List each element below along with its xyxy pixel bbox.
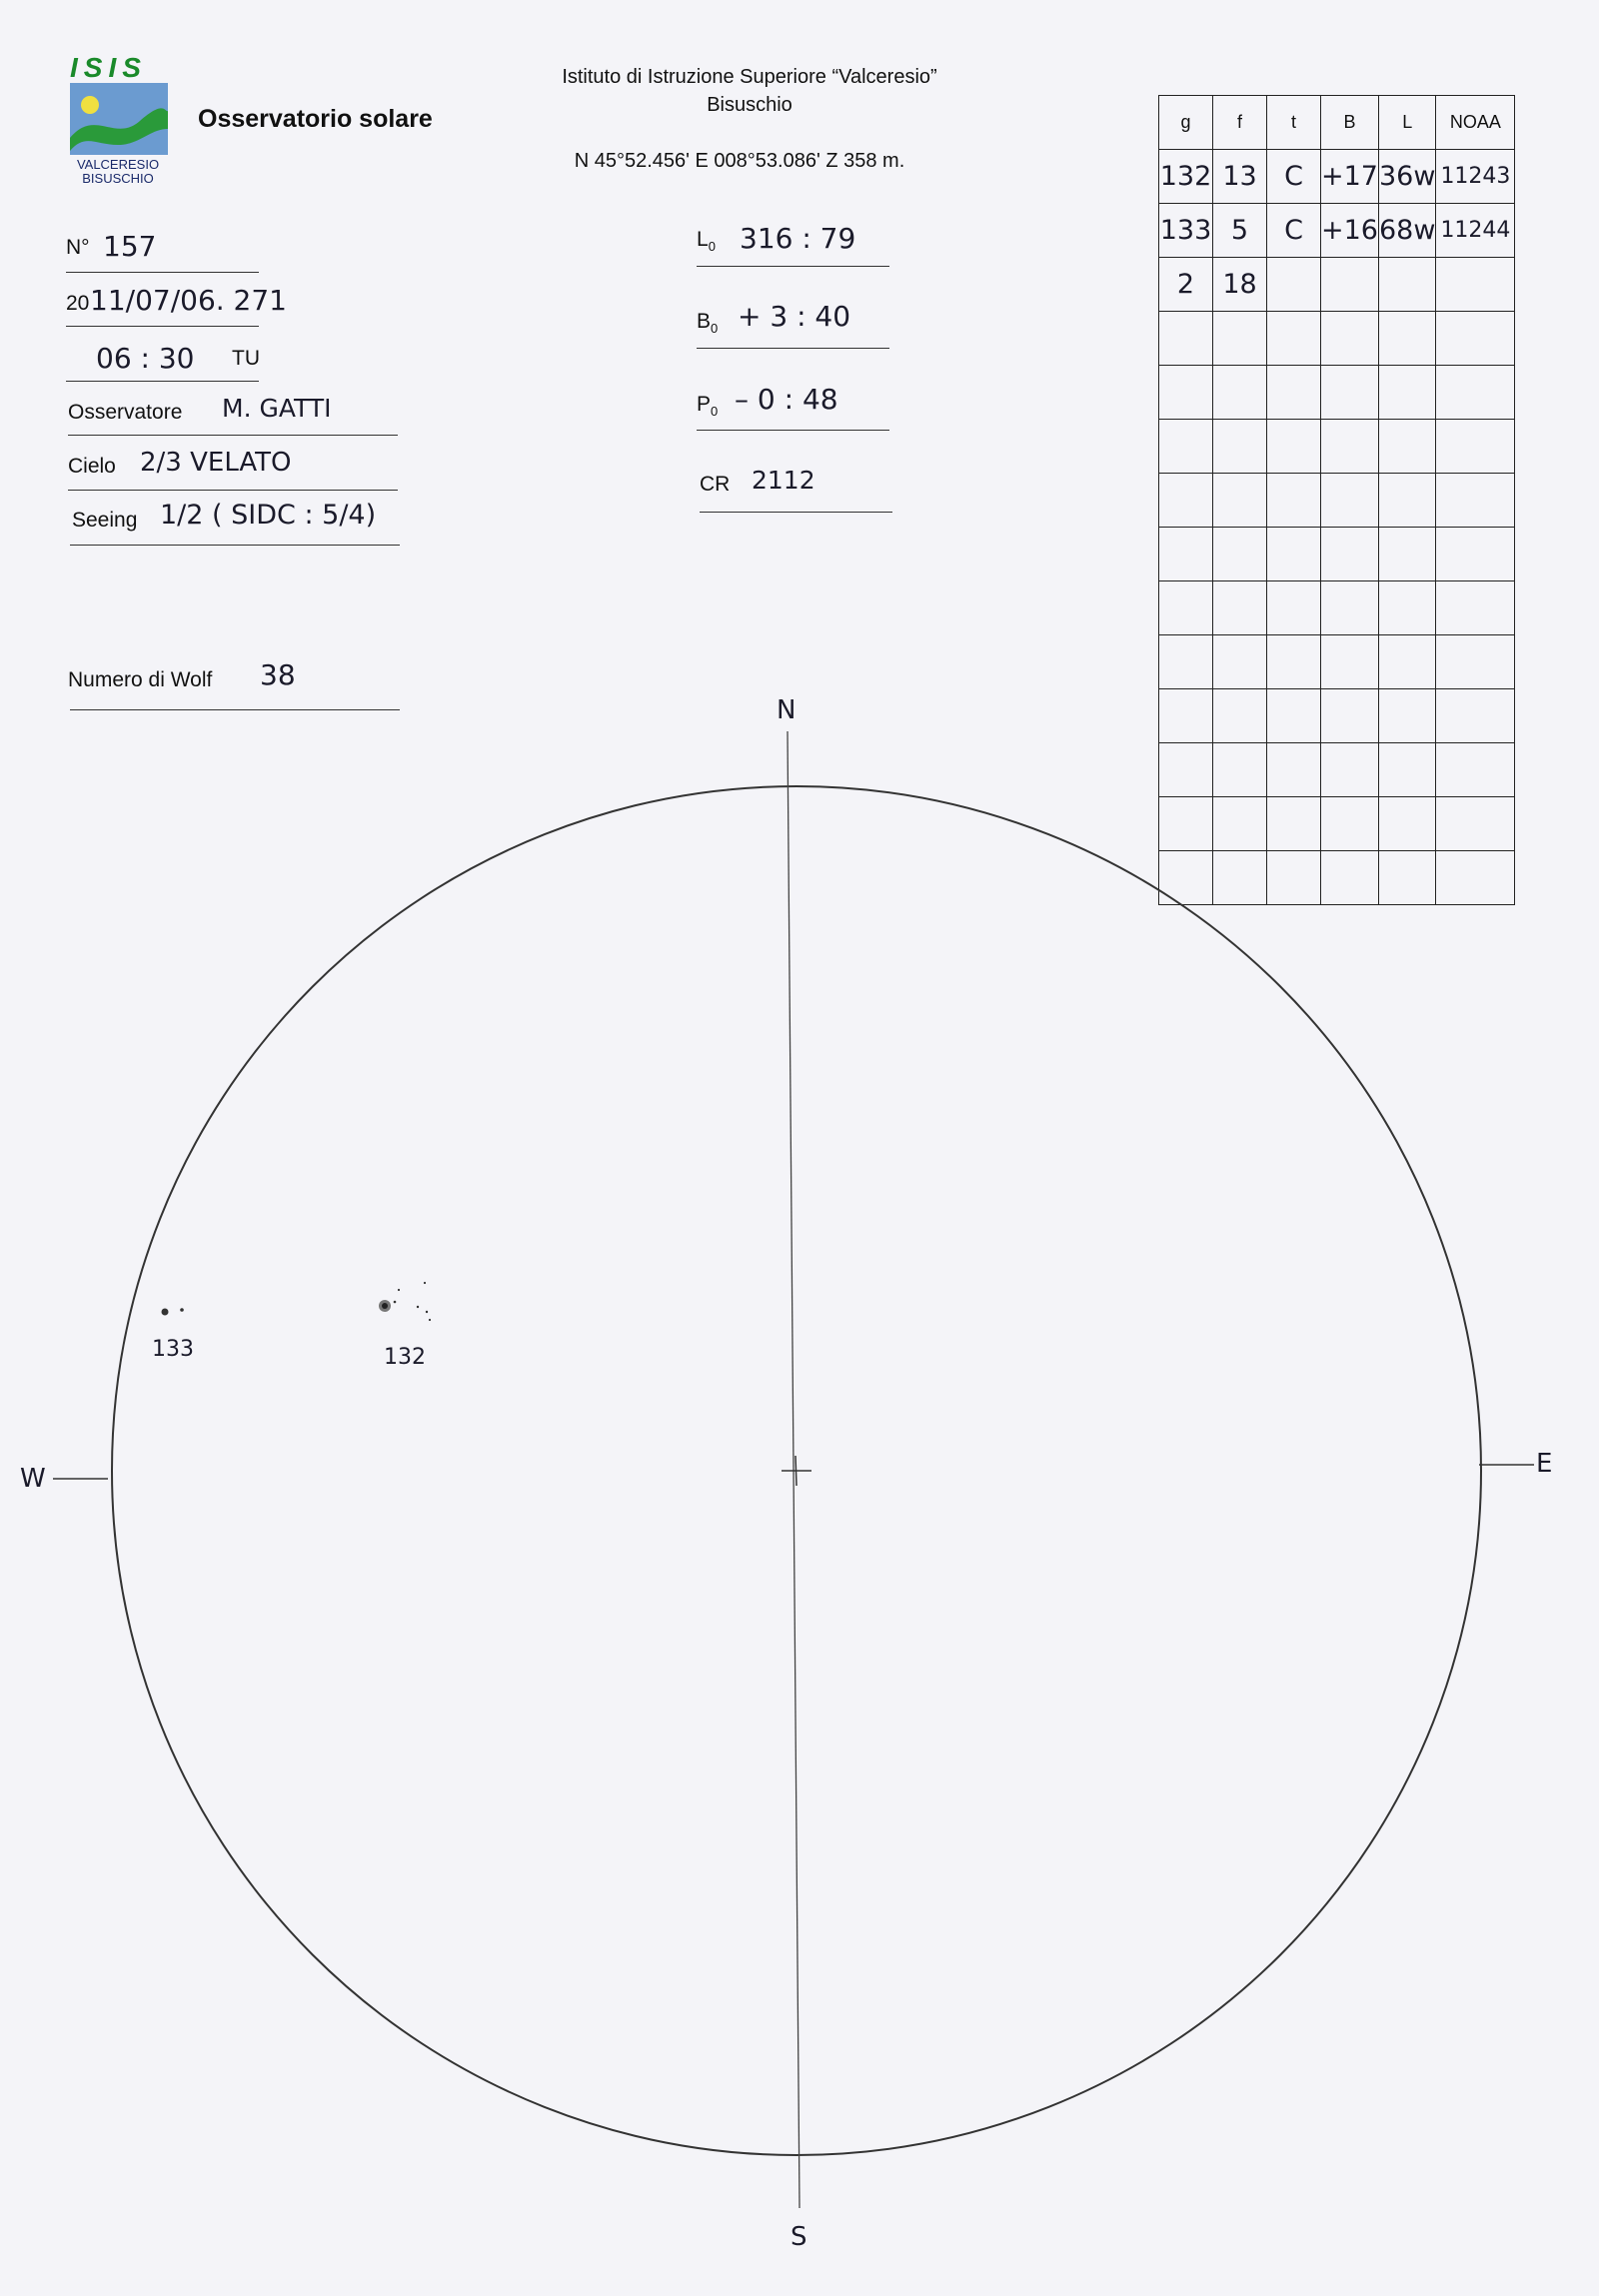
- sunspot-132-dot: [426, 1311, 428, 1313]
- logo-caption-line2: BISUSCHIO: [82, 171, 154, 186]
- cell-g: 2: [1159, 258, 1213, 312]
- number-value: 157: [103, 230, 157, 263]
- sunspot-133-main: [162, 1309, 169, 1316]
- cell-g: 133: [1159, 204, 1213, 258]
- b0-letter: B: [697, 310, 712, 333]
- date-value: 11/07/06. 271: [90, 284, 287, 317]
- sky-value: 2/3 VELATO: [140, 448, 292, 478]
- sunspot-group-133: [162, 1308, 184, 1315]
- cell-l: 68w: [1378, 204, 1435, 258]
- sky-label: Cielo: [68, 455, 116, 478]
- wolf-label: Numero di Wolf: [68, 668, 213, 691]
- cell-l: 36w: [1378, 150, 1435, 204]
- p0-value: – 0 : 48: [735, 383, 838, 416]
- p0-subscript: 0: [711, 404, 719, 420]
- logo-caption-line1: VALCERESIO: [76, 157, 160, 172]
- date-prefix: 20: [66, 292, 90, 315]
- sunspot-132-dot: [417, 1306, 419, 1308]
- header-l: L: [1378, 96, 1435, 150]
- cell-f: 18: [1213, 258, 1267, 312]
- central-meridian-line: [788, 731, 800, 2208]
- b0-value: + 3 : 40: [738, 300, 851, 333]
- cell-f: 13: [1213, 150, 1267, 204]
- cell-t: C: [1267, 150, 1321, 204]
- site-coordinates: N 45°52.456' E 008°53.086' Z 358 m.: [574, 150, 905, 172]
- cell-t: C: [1267, 204, 1321, 258]
- sunspot-133-follower: [180, 1308, 184, 1312]
- cell-b: +16: [1321, 204, 1379, 258]
- number-label: N°: [66, 236, 90, 259]
- sunspot-132-dot: [394, 1301, 397, 1304]
- cell-f: 5: [1213, 204, 1267, 258]
- cr-value: 2112: [752, 466, 815, 495]
- cell-noaa: 11243: [1436, 150, 1515, 204]
- sunspot-132-dot: [429, 1319, 431, 1321]
- l0-letter: L: [697, 228, 709, 251]
- p0-letter: P: [697, 393, 712, 416]
- south-label: S: [791, 2222, 807, 2252]
- seeing-label: Seeing: [72, 509, 138, 532]
- header-g: g: [1159, 96, 1213, 150]
- east-label: E: [1536, 1449, 1553, 1479]
- b0-subscript: 0: [711, 321, 719, 337]
- header-t: t: [1267, 96, 1321, 150]
- institute-name: Istituto di Istruzione Superiore “Valceresio”: [562, 66, 937, 88]
- cell-b: +17: [1321, 150, 1379, 204]
- header-b: B: [1321, 96, 1379, 150]
- logo-acronym: ISIS: [70, 52, 147, 83]
- west-label: W: [20, 1464, 46, 1494]
- time-value: 06 : 30: [96, 342, 195, 375]
- cr-label: CR: [700, 473, 731, 496]
- north-label: N: [777, 695, 797, 725]
- center-cross-vertical: [796, 1456, 797, 1486]
- observer-value: M. GATTI: [222, 394, 332, 423]
- observer-label: Osservatore: [68, 401, 183, 424]
- l0-value: 316 : 79: [740, 222, 856, 255]
- sunspot-132-umbra: [382, 1303, 388, 1309]
- sunspot-group-132: [379, 1282, 431, 1321]
- institute-location: Bisuschio: [707, 94, 793, 116]
- l0-subscript: 0: [708, 239, 716, 255]
- cell-g: 132: [1159, 150, 1213, 204]
- sunspot-132-dot: [398, 1289, 400, 1291]
- header-noaa: NOAA: [1436, 96, 1515, 150]
- cell-noaa: 11244: [1436, 204, 1515, 258]
- wolf-value: 38: [260, 658, 296, 691]
- page-title: Osservatorio solare: [198, 105, 433, 133]
- sunspot-132-dot: [424, 1282, 426, 1284]
- time-unit: TU: [232, 347, 260, 370]
- seeing-value: 1/2 ( SIDC : 5/4): [160, 500, 377, 531]
- group-label-132: 132: [384, 1345, 426, 1370]
- group-label-133: 133: [152, 1337, 194, 1362]
- header-f: f: [1213, 96, 1267, 150]
